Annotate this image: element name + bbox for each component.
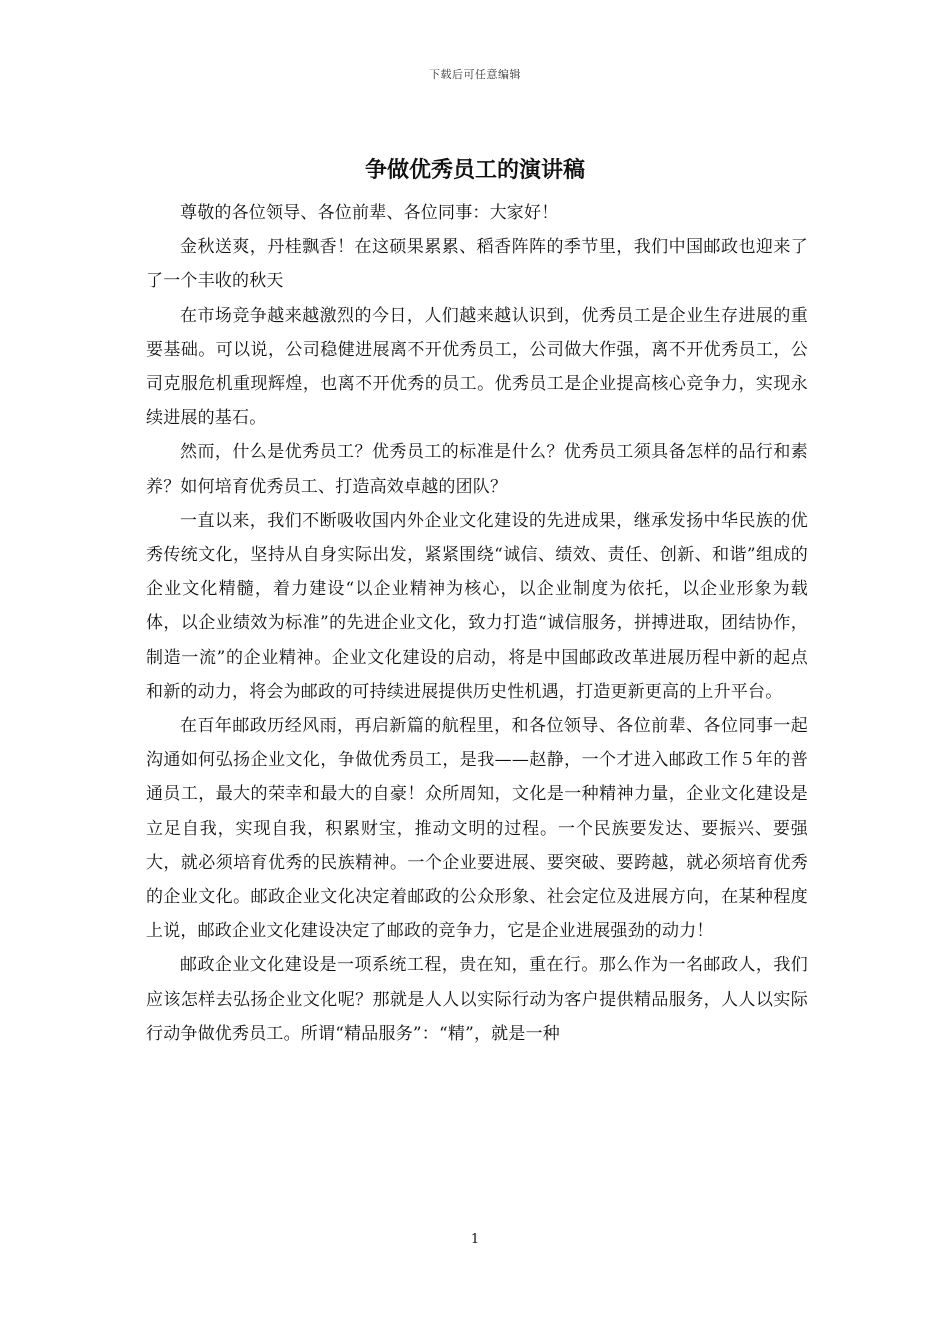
paragraph: 一直以来，我们不断吸收国内外企业文化建设的先进成果，继承发扬中华民族的优秀传统文化，坚持从自身实际出发，紧紧围绕“诚信、绩效、责任、创新、和谐”组成的企业文化精髓，着力建设“以企业精神为核心，以企业制度为依托，以企业形象为载体，以企业绩效为标准”的先进企业文化，致力打造“诚信服务，拼搏进取，团结协作，制造一流”的企业精神。企业文化建设的启动，将是中国邮政改革进展历程中新的起点和新的动力，将会为邮政的可持续进展提供历史性机遇，打造更新更高的上升平台。 [146, 510, 808, 702]
header-note: 下载后可任意编辑 [429, 68, 521, 81]
paragraph: 金秋送爽，丹桂飘香！在这硕果累累、稻香阵阵的季节里，我们中国邮政也迎来了了一个丰收的秋天 [146, 237, 808, 292]
page-number: 1 [470, 1232, 480, 1247]
document-title: 争做优秀员工的演讲稿 [364, 157, 585, 183]
paragraph: 在百年邮政历经风雨，再启新篇的航程里，和各位领导、各位前辈、各位同事一起沟通如何弘扬企业文化，争做优秀员工，是我——赵静，一个才进入邮政工作５年的普通员工，最大的荣幸和最大的自豪！众所周知，文化是一种精神力量，企业文化建设是立足自我，实现自我，积累财宝，推动文明的过程。一个民族要发达、要振兴、要强大，就必须培育优秀的民族精神。一个企业要进展、要突破、要跨越，就必须培育优秀的企业文化。邮政企业文化决定着邮政的公众形象、社会定位及进展方向，在某种程度上说，邮政企业文化建设决定了邮政的竞争力，它是企业进展强劲的动力！ [146, 716, 808, 942]
paragraph: 邮政企业文化建设是一项系统工程，贵在知，重在行。那么作为一名邮政人，我们应该怎样去弘扬企业文化呢？那就是人人以实际行动为客户提供精品服务，人人以实际行动争做优秀员工。所谓“精品服务”：“精”，就是一种 [146, 955, 808, 1044]
paragraph: 然而，什么是优秀员工？优秀员工的标准是什么？优秀员工须具备怎样的品行和素养？如何培育优秀员工、打造高效卓越的团队？ [146, 442, 808, 497]
paragraph-greeting: 尊敬的各位领导、各位前辈、各位同事：大家好！ [180, 203, 559, 223]
document-body [146, 196, 808, 1051]
paragraph: 在市场竞争越来越激烈的今日，人们越来越认识到，优秀员工是企业生存进展的重要基础。可以说，公司稳健进展离不开优秀员工，公司做大作强，离不开优秀员工，公司克服危机重现辉煌，也离不开优秀的员工。优秀员工是企业提高核心竞争力，实现永续进展的基石。 [146, 305, 808, 429]
